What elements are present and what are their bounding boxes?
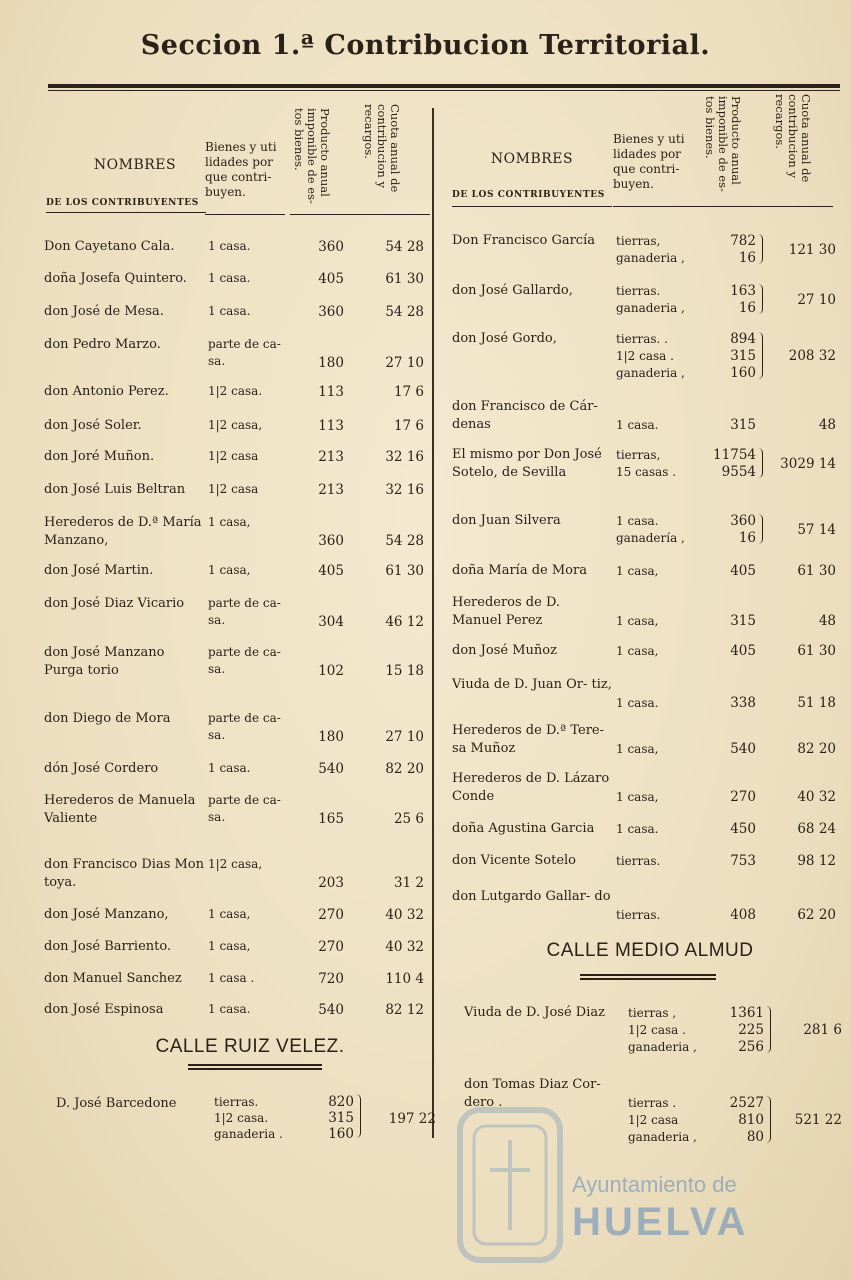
right-row-product: 16 (738, 530, 756, 546)
right-row-name: don Juan Silvera (452, 513, 561, 528)
left-row-quota: 27 10 (385, 355, 424, 371)
watermark-line2: HUELVA (572, 1200, 749, 1244)
right-row-name: don Francisco de Cár- denas (452, 399, 598, 432)
right-section-row-quota: 281 6 (803, 1022, 842, 1038)
left-row-name: don Francisco Dias Mon toya. (44, 857, 205, 890)
right-section-row-product: 80 (746, 1129, 764, 1145)
left-row-property: 1 casa, (208, 907, 251, 921)
left-header-goods: Bienes y uti lidades por que contri- buyen. (205, 140, 277, 199)
right-header-rule-2 (613, 206, 833, 207)
right-section-row-product: 225 (738, 1022, 764, 1038)
right-row-property: 1 casa. (616, 822, 659, 836)
right-row-product: 315 (730, 613, 756, 629)
left-section-brace (356, 1094, 361, 1138)
left-row-name: don José Barriento. (44, 939, 172, 954)
right-row-name: Herederos de D. Manuel Perez (452, 595, 561, 628)
left-row-property: 1|2 casa, (208, 857, 263, 871)
right-row-brace (758, 284, 763, 314)
left-row-property: 1 casa, (208, 515, 251, 529)
left-row-product: 405 (318, 563, 344, 579)
right-row-quota: 57 14 (797, 521, 836, 538)
left-row-product: 360 (318, 304, 344, 320)
left-row-product: 203 (318, 875, 344, 891)
right-header-quota: Cuota anual de contribucion y recargos. (773, 94, 813, 183)
left-row-name: Herederos de D.ª María Manzano, (44, 515, 202, 548)
right-row-name: El mismo por Don José Sotelo, de Sevilla (452, 447, 602, 480)
title-rule (48, 84, 840, 88)
right-row-name: Viuda de D. Juan Or- tiz, (452, 677, 612, 692)
left-row-name: don José Espinosa (44, 1002, 164, 1017)
right-row-property: tierras. (616, 854, 661, 868)
right-row-quota: 61 30 (797, 563, 836, 579)
right-row-product: 405 (730, 643, 756, 659)
left-row-product: 180 (318, 355, 344, 371)
left-row-quota: 54 28 (385, 239, 424, 255)
right-row-name: don José Muñoz (452, 643, 557, 658)
column-divider (432, 108, 434, 1138)
right-section-row-property: 1|2 casa . (628, 1023, 686, 1037)
right-header-names-sub: DE LOS CONTRIBUYENTES (452, 190, 605, 200)
watermark-line1: Ayuntamiento de (572, 1172, 737, 1197)
left-row-product: 540 (318, 761, 344, 777)
left-section-row-property: ganaderia . (214, 1127, 283, 1141)
left-row-property: 1 casa. (208, 761, 251, 775)
left-section-heading: CALLE RUIZ VELEZ. (155, 1036, 345, 1057)
right-row-quota: 48 (818, 417, 836, 433)
left-row-property: parte de ca- sa. (208, 596, 281, 627)
left-row-quota: 82 12 (385, 1002, 424, 1018)
right-section-brace (766, 1006, 771, 1053)
left-row-quota: 61 30 (385, 563, 424, 579)
right-row-quota: 62 20 (797, 907, 836, 923)
left-row-property: 1|2 casa (208, 482, 259, 496)
right-row-quota: 121 30 (788, 241, 836, 258)
right-row-property: tierras. (616, 284, 661, 298)
left-row-product: 113 (318, 418, 344, 434)
left-row-quota: 32 16 (385, 449, 424, 465)
right-header-names: NOMBRES (490, 151, 574, 167)
right-row-quota: 68 24 (797, 821, 836, 837)
right-header-rule (452, 206, 612, 207)
right-row-property: 1 casa, (616, 790, 659, 804)
left-row-property: 1|2 casa, (208, 418, 263, 432)
left-row-quota: 46 12 (385, 614, 424, 630)
right-row-product: 16 (738, 300, 756, 316)
left-row-name: don Joré Muñon. (44, 449, 155, 464)
left-row-property: 1 casa . (208, 971, 255, 985)
right-row-product: 315 (730, 417, 756, 433)
left-row-property: 1 casa. (208, 271, 251, 285)
right-row-property: tierras, (616, 448, 661, 462)
left-row-name: don José Manzano Purga torio (44, 645, 165, 678)
right-row-product: 160 (730, 365, 756, 381)
left-row-quota: 32 16 (385, 482, 424, 498)
right-row-property: 1 casa, (616, 742, 659, 756)
left-row-name: don Diego de Mora (44, 711, 171, 726)
right-section-row-property: tierras , (628, 1006, 677, 1020)
left-row-property: parte de ca- sa. (208, 711, 281, 742)
right-row-property: ganaderia , (616, 366, 685, 380)
left-row-quota: 54 28 (385, 533, 424, 549)
left-header-rule-3 (290, 214, 430, 215)
left-row-product: 102 (318, 663, 344, 679)
left-row-name: don José Luis Beltran (44, 482, 186, 497)
left-row-name: don José Diaz Vicario (44, 596, 185, 611)
left-row-quota: 54 28 (385, 304, 424, 320)
left-header-names: NOMBRES (93, 157, 177, 173)
right-section-row-product: 2527 (729, 1095, 764, 1111)
left-row-product: 405 (318, 271, 344, 287)
right-section-heading: CALLE MEDIO ALMUD (546, 940, 754, 961)
left-row-product: 720 (318, 971, 344, 987)
right-header-goods: Bienes y uti lidades por que contri- buyen. (613, 132, 685, 191)
right-row-property: 1|2 casa . (616, 349, 674, 363)
left-section-row-product: 315 (328, 1110, 354, 1126)
right-row-quota: 40 32 (797, 789, 836, 805)
right-row-product: 782 (730, 233, 756, 249)
right-row-name: doña Agustina Garcia (452, 821, 595, 836)
right-row-property: 1 casa. (616, 418, 659, 432)
right-row-product: 540 (730, 741, 756, 757)
right-row-product: 338 (730, 695, 756, 711)
left-section-rule-2 (188, 1068, 322, 1070)
left-row-quota: 40 32 (385, 939, 424, 955)
right-section-row-product: 810 (738, 1112, 764, 1128)
left-row-property: parte de ca- sa. (208, 793, 281, 824)
right-row-name: don José Gordo, (452, 331, 557, 346)
left-row-quota: 27 10 (385, 729, 424, 745)
right-section-row-property: 1|2 casa (628, 1113, 679, 1127)
left-section-row-product: 820 (328, 1094, 354, 1110)
left-row-product: 270 (318, 939, 344, 955)
left-row-product: 165 (318, 811, 344, 827)
right-row-quota: 82 20 (797, 741, 836, 757)
right-row-quota: 51 18 (797, 695, 836, 711)
right-row-property: 1 casa. (616, 514, 659, 528)
right-row-brace (758, 234, 763, 264)
left-row-property: parte de ca- sa. (208, 337, 281, 368)
right-row-product: 11754 (713, 447, 756, 463)
right-row-name: don José Gallardo, (452, 283, 573, 298)
right-row-property: 1 casa, (616, 644, 659, 658)
right-row-property: ganaderia , (616, 251, 685, 265)
left-row-quota: 31 2 (393, 875, 424, 891)
right-row-quota: 27 10 (797, 291, 836, 308)
left-row-product: 360 (318, 239, 344, 255)
left-row-property: 1|2 casa. (208, 384, 263, 398)
right-section-row-name: don Tomas Diaz Cor- dero . (464, 1077, 601, 1110)
right-row-quota: 208 32 (788, 348, 836, 364)
left-row-name: don Manuel Sanchez (44, 971, 182, 986)
left-section-row-product: 160 (328, 1126, 354, 1142)
left-row-quota: 82 20 (385, 761, 424, 777)
left-row-name: doña Josefa Quintero. (44, 271, 187, 286)
left-row-product: 270 (318, 907, 344, 923)
left-row-name: don José Martin. (44, 563, 154, 578)
right-section-row-name: Viuda de D. José Diaz (464, 1005, 605, 1020)
page-title: Seccion 1.ª Contribucion Territorial. (140, 30, 711, 61)
left-section-row-property: 1|2 casa. (214, 1111, 269, 1125)
right-row-product: 753 (730, 853, 756, 869)
right-row-property: tierras. (616, 908, 661, 922)
right-row-product: 9554 (721, 464, 756, 480)
left-row-name: don José de Mesa. (44, 304, 164, 319)
right-row-quota: 98 12 (797, 853, 836, 869)
right-row-property: 1 casa. (616, 696, 659, 710)
right-row-product: 163 (730, 283, 756, 299)
left-row-name: Herederos de Manuela Valiente (44, 793, 196, 826)
right-section-row-product: 1361 (729, 1005, 764, 1021)
left-section-rule (188, 1064, 322, 1066)
right-row-product: 315 (730, 348, 756, 364)
left-row-name: don José Manzano, (44, 907, 169, 922)
right-row-product: 405 (730, 563, 756, 579)
right-row-property: 1 casa, (616, 614, 659, 628)
left-row-property: 1 casa. (208, 1002, 251, 1016)
right-row-name: don Vicente Sotelo (452, 853, 577, 868)
right-section-brace (766, 1096, 771, 1143)
left-row-name: Don Cayetano Cala. (44, 239, 175, 254)
left-row-quota: 25 6 (393, 811, 424, 827)
right-row-property: ganadería , (616, 531, 685, 545)
left-row-quota: 110 4 (385, 971, 424, 987)
left-row-product: 540 (318, 1002, 344, 1018)
right-section-row-product: 256 (738, 1039, 764, 1055)
title-rule-thin (48, 90, 840, 91)
right-row-product: 270 (730, 789, 756, 805)
right-row-quota: 48 (818, 613, 836, 629)
right-row-property: 1 casa, (616, 564, 659, 578)
right-header-product: Producto anual imponible de es- tos bienes. (703, 96, 743, 192)
left-row-product: 180 (318, 729, 344, 745)
left-row-quota: 61 30 (385, 271, 424, 287)
right-section-rule-2 (580, 978, 716, 980)
left-row-quota: 17 6 (393, 418, 424, 434)
left-row-quota: 15 18 (385, 663, 424, 679)
left-row-name: don Antonio Perez. (44, 384, 169, 399)
left-row-product: 213 (318, 482, 344, 498)
right-row-product: 16 (738, 250, 756, 266)
left-row-property: 1 casa. (208, 304, 251, 318)
left-row-name: don José Soler. (44, 418, 142, 433)
right-row-property: tierras. . (616, 332, 668, 346)
left-row-product: 304 (318, 614, 344, 630)
left-row-property: 1 casa. (208, 239, 251, 253)
right-section-row-property: tierras . (628, 1096, 677, 1110)
left-row-name: don Pedro Marzo. (44, 337, 161, 352)
left-section-row-quota: 197 22 (388, 1111, 436, 1127)
left-header-product: Producto anual imponible de es- tos bienes. (292, 108, 332, 204)
left-row-property: parte de ca- sa. (208, 645, 281, 676)
left-row-quota: 40 32 (385, 907, 424, 923)
left-header-quota: Cuota anual de contribucion y recargos. (362, 104, 402, 193)
right-row-product: 408 (730, 907, 756, 923)
left-section-row-name: D. José Barcedone (56, 1096, 177, 1111)
right-row-name: Don Francisco García (452, 233, 595, 248)
right-row-brace (758, 332, 763, 379)
right-section-row-property: ganaderia , (628, 1130, 697, 1144)
left-row-property: 1 casa, (208, 939, 251, 953)
right-section-row-quota: 521 22 (794, 1112, 842, 1128)
right-row-property: tierras, (616, 234, 661, 248)
right-row-product: 360 (730, 513, 756, 529)
right-row-brace (758, 514, 763, 544)
right-row-name: doña María de Mora (452, 563, 587, 578)
right-row-name: Herederos de D.ª Tere- sa Muñoz (452, 723, 605, 756)
left-row-name: dón José Cordero (44, 761, 159, 776)
left-header-rule (46, 212, 206, 213)
right-row-quota: 3029 14 (780, 455, 836, 472)
left-row-product: 213 (318, 449, 344, 465)
right-row-product: 894 (730, 331, 756, 347)
right-row-product: 450 (730, 821, 756, 837)
left-header-names-sub: DE LOS CONTRIBUYENTES (46, 198, 199, 208)
right-row-name: don Lutgardo Gallar- do (452, 889, 611, 904)
left-row-quota: 17 6 (393, 384, 424, 400)
left-row-property: 1|2 casa (208, 449, 259, 463)
right-section-rule (580, 974, 716, 976)
right-row-property: ganaderia , (616, 301, 685, 315)
left-row-product: 360 (318, 533, 344, 549)
right-row-quota: 61 30 (797, 643, 836, 659)
left-row-product: 113 (318, 384, 344, 400)
right-section-row-property: ganaderia , (628, 1040, 697, 1054)
right-row-property: 15 casas . (616, 465, 677, 479)
right-row-name: Herederos de D. Lázaro Conde (452, 771, 610, 804)
left-row-property: 1 casa, (208, 563, 251, 577)
right-row-brace (758, 448, 763, 478)
left-header-rule-2 (205, 214, 285, 215)
left-section-row-property: tierras. (214, 1095, 259, 1109)
